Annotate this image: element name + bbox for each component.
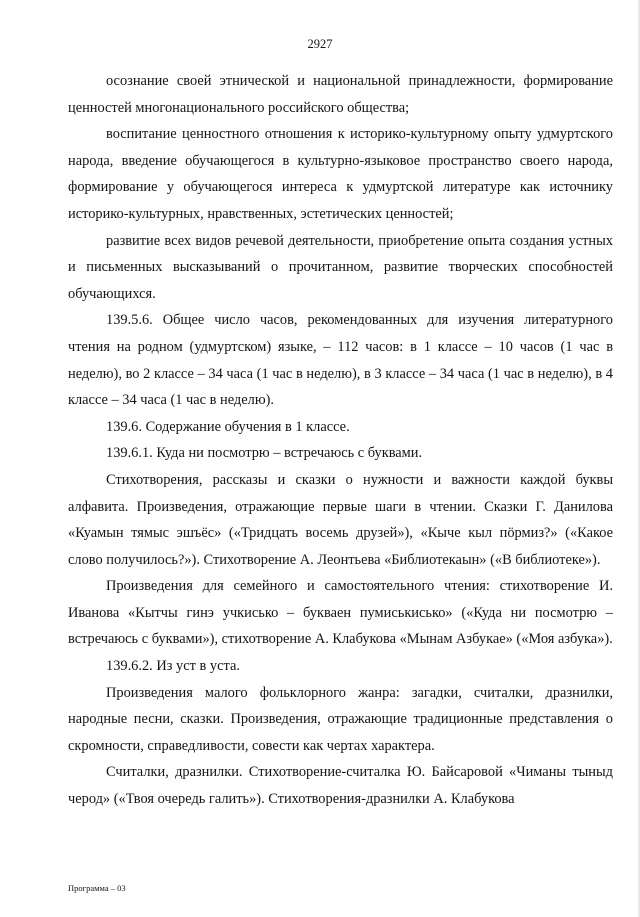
paragraph-speech-development: развитие всех видов речевой деятельности, приобретение опыта создания устных и письменных высказываний о прочитанном, развитие творческих способностей обучающихся.	[68, 232, 613, 302]
subsection-heading-letters: 139.6.1. Куда ни посмотрю – встречаюсь с буквами.	[106, 445, 423, 462]
subsection-heading-folklore: 139.6.2. Из уст в уста.	[106, 658, 240, 675]
footer-program-label: Программа – 03	[68, 883, 126, 893]
paragraph-counting-rhymes: Считалки, дразнилки. Стихотворение-считалка Ю. Байсаровой «Чиманы тыныд черод» («Твоя очередь галить»). Стихотворения-дразнилки А. Клабукова	[68, 764, 613, 808]
section-heading-grade-1: 139.6. Содержание обучения в 1 классе.	[106, 418, 350, 435]
paragraph-cultural-values: воспитание ценностного отношения к историко-культурному опыту удмуртского народа, введение обучающегося в культурно-языковое пространство своего народа, формирование у обучающегося интереса к удмуртской литературе как источнику историко-культурных, нравственных, эстетических ценностей;	[68, 126, 613, 222]
document-body	[68, 68, 613, 813]
paragraph-family-reading: Произведения для семейного и самостоятельного чтения: стихотворение И. Иванова «Кытчы гинэ учкисько – букваен пумиськисько» («Куда ни посмотрю – встречаюсь с буквами»), стихотворение А. Клабукова «Мынам Азбукае» («Моя азбука»).	[68, 578, 613, 648]
paragraph-folklore-genres: Произведения малого фольклорного жанра: загадки, считалки, дразнилки, народные песни, сказки. Произведения, отражающие традиционные представления о скромности, справедливости, совести как чертах характера.	[68, 684, 613, 754]
page-number: 2927	[307, 37, 333, 51]
paragraph-ethnic-identity: осознание своей этнической и национальной принадлежности, формирование ценностей многонационального российского общества;	[68, 73, 613, 116]
paragraph-hours-total: 139.5.6. Общее число часов, рекомендованных для изучения литературного чтения на родном (удмуртском) языке, – 112 часов: в 1 классе – 10 часов (1 час в неделю), во 2 классе – 34 часа (1 час в неделю), в 3 классе – 34 часа (1 час в неделю), в 4 классе – 34 часа (1 час в неделю).	[68, 312, 613, 409]
paragraph-alphabet-works: Стихотворения, рассказы и сказки о нужности и важности каждой буквы алфавита. Произведения, отражающие первые шаги в чтении. Сказки Г. Данилова «Куамын тямыс эшъёс» («Тридцать восемь друзей»), «Кыче кыл пöрмиз?» («Какое слово получилось?»). Стихотворение А. Леонтьева «Библиотекаын» («В библиотеке»).	[68, 471, 613, 568]
